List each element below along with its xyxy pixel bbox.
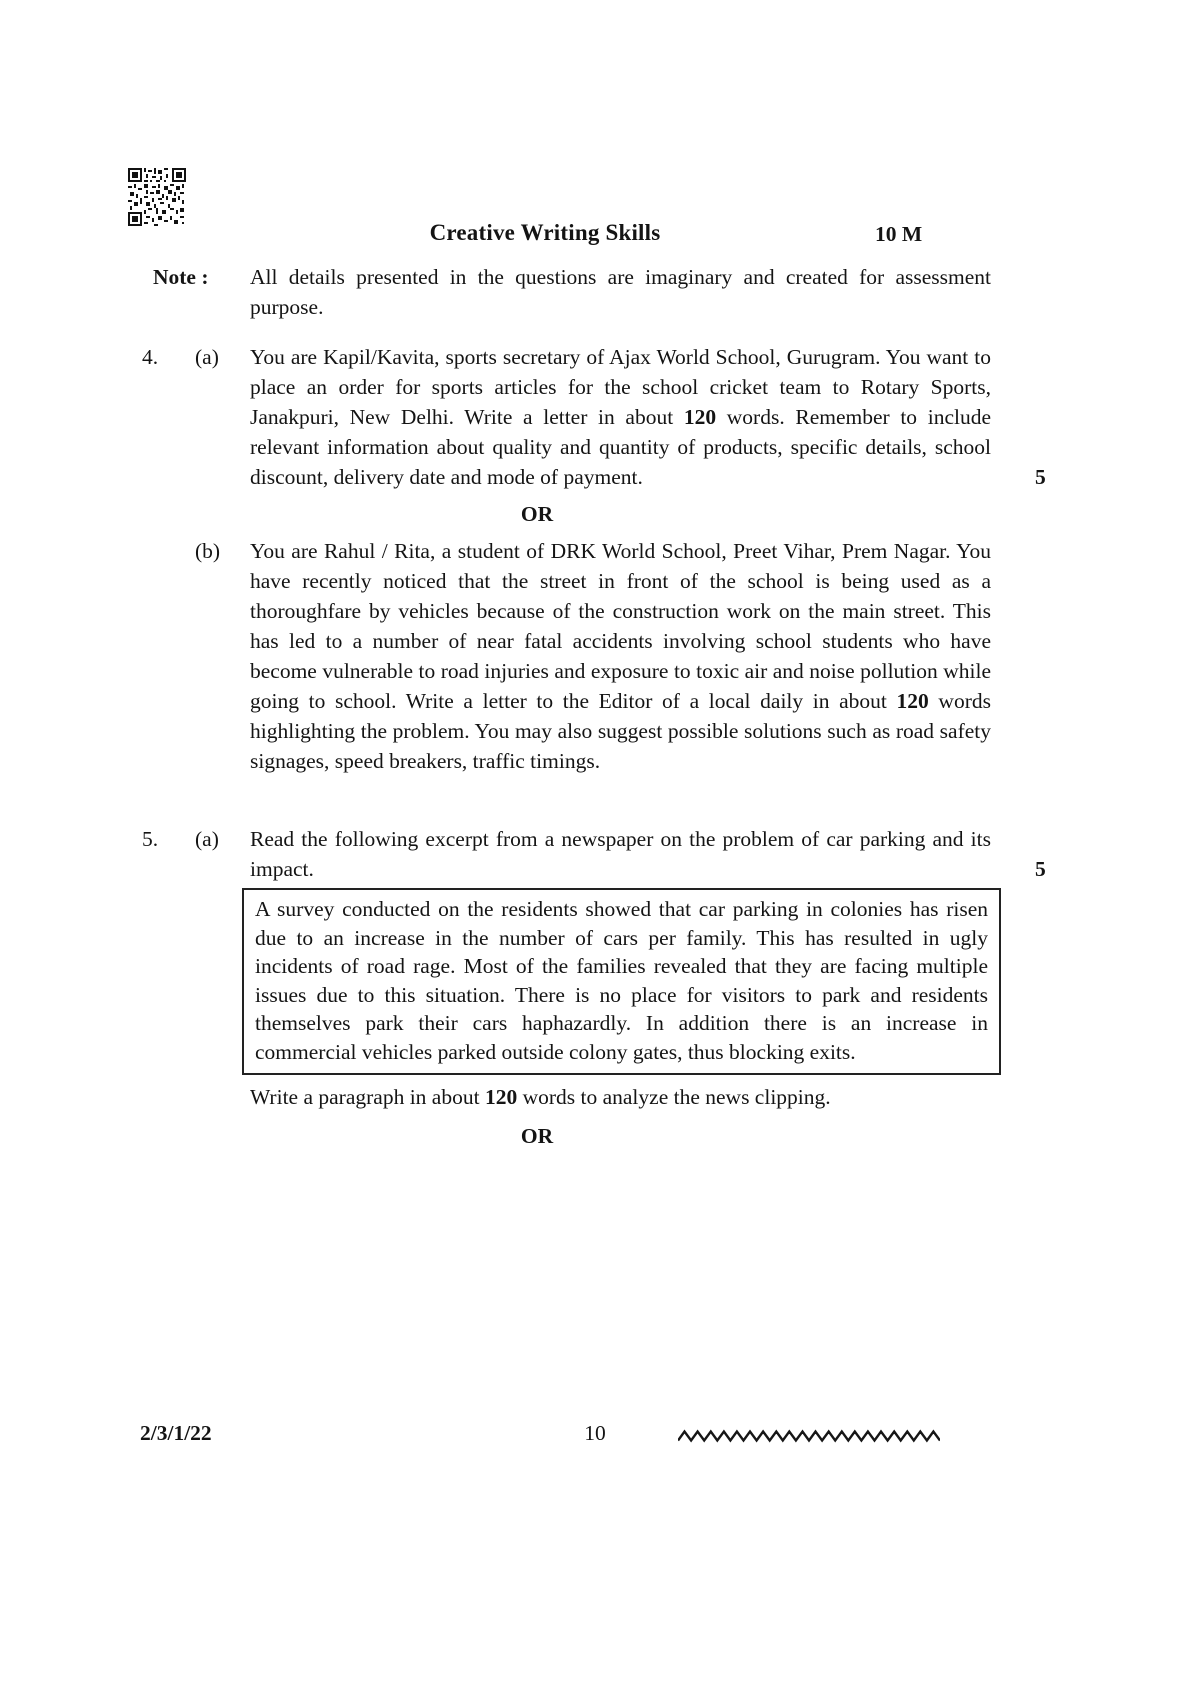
question-4-number: 4. [142, 345, 159, 369]
question-4a-marks: 5 [1035, 465, 1046, 489]
note-block [142, 262, 991, 322]
question-4b-text: You are Rahul / Rita, a student of DRK World School, Preet Vihar, Prem Nagar. You have recently noticed that the street in front of the school is being used as a thoroughfare by vehicles because of the construction work on the main street. This has led to a number of near fatal accidents involving school students who have become vulnerable to road injuries and exposure to toxic air and noise pollution while going to school. Write a letter to the Editor of a local daily in about 120 words highlighting the problem. You may also suggest possible solutions such as road safety signages, speed breakers, traffic timings. [250, 539, 991, 773]
question-4a-label: (a) [195, 345, 219, 369]
paper-code: 2/3/1/22 [140, 1421, 212, 1445]
question-5-number: 5. [142, 827, 159, 851]
page-number: 10 [584, 1421, 606, 1445]
question-4b-label: (b) [195, 539, 221, 563]
note-text: All details presented in the questions are imaginary and created for assessment purpose. [250, 265, 991, 319]
question-5 [142, 824, 1046, 1151]
question-5a-instruction: Write a paragraph in about 120 words to analyze the news clipping. [250, 1085, 831, 1109]
page-title: Creative Writing Skills [429, 220, 661, 245]
question-5a-text: Read the following excerpt from a newspaper on the problem of car parking and its impact. [250, 827, 991, 881]
or-separator-2: OR [520, 1124, 554, 1148]
or-separator: OR [520, 502, 554, 526]
question-4 [142, 342, 1046, 776]
question-5a-marks: 5 [1035, 857, 1046, 881]
question-4a-text: You are Kapil/Kavita, sports secretary of Ajax World School, Gurugram. You want to place an order for sports articles for the school cricket team to Rotary Sports, Janakpuri, New Delhi. Write a letter in about 120 words. Remember to include relevant information about quality and quantity of products, specific details, school discount, delivery date and mode of payment. [250, 345, 991, 489]
page-footer [0, 1421, 1190, 1451]
newspaper-excerpt-box: A survey conducted on the residents showed that car parking in colonies has risen due to an increase in the number of cars per family. This has resulted in ugly incidents of road rage. Most of the families revealed that they are facing multiple issues due to this situation. There is no place for visitors to park and residents themselves park their cars haphazardly. In addition there is an increase in commercial vehicles parked outside colony gates, thus blocking exits. [242, 888, 1001, 1075]
squiggle-line [678, 1429, 940, 1444]
note-label: Note : [153, 265, 209, 289]
question-paper-content [142, 262, 1046, 1158]
total-marks-label: 10 M [875, 222, 923, 246]
question-4b-number-spacer [142, 536, 195, 776]
question-5a-label: (a) [195, 827, 219, 851]
